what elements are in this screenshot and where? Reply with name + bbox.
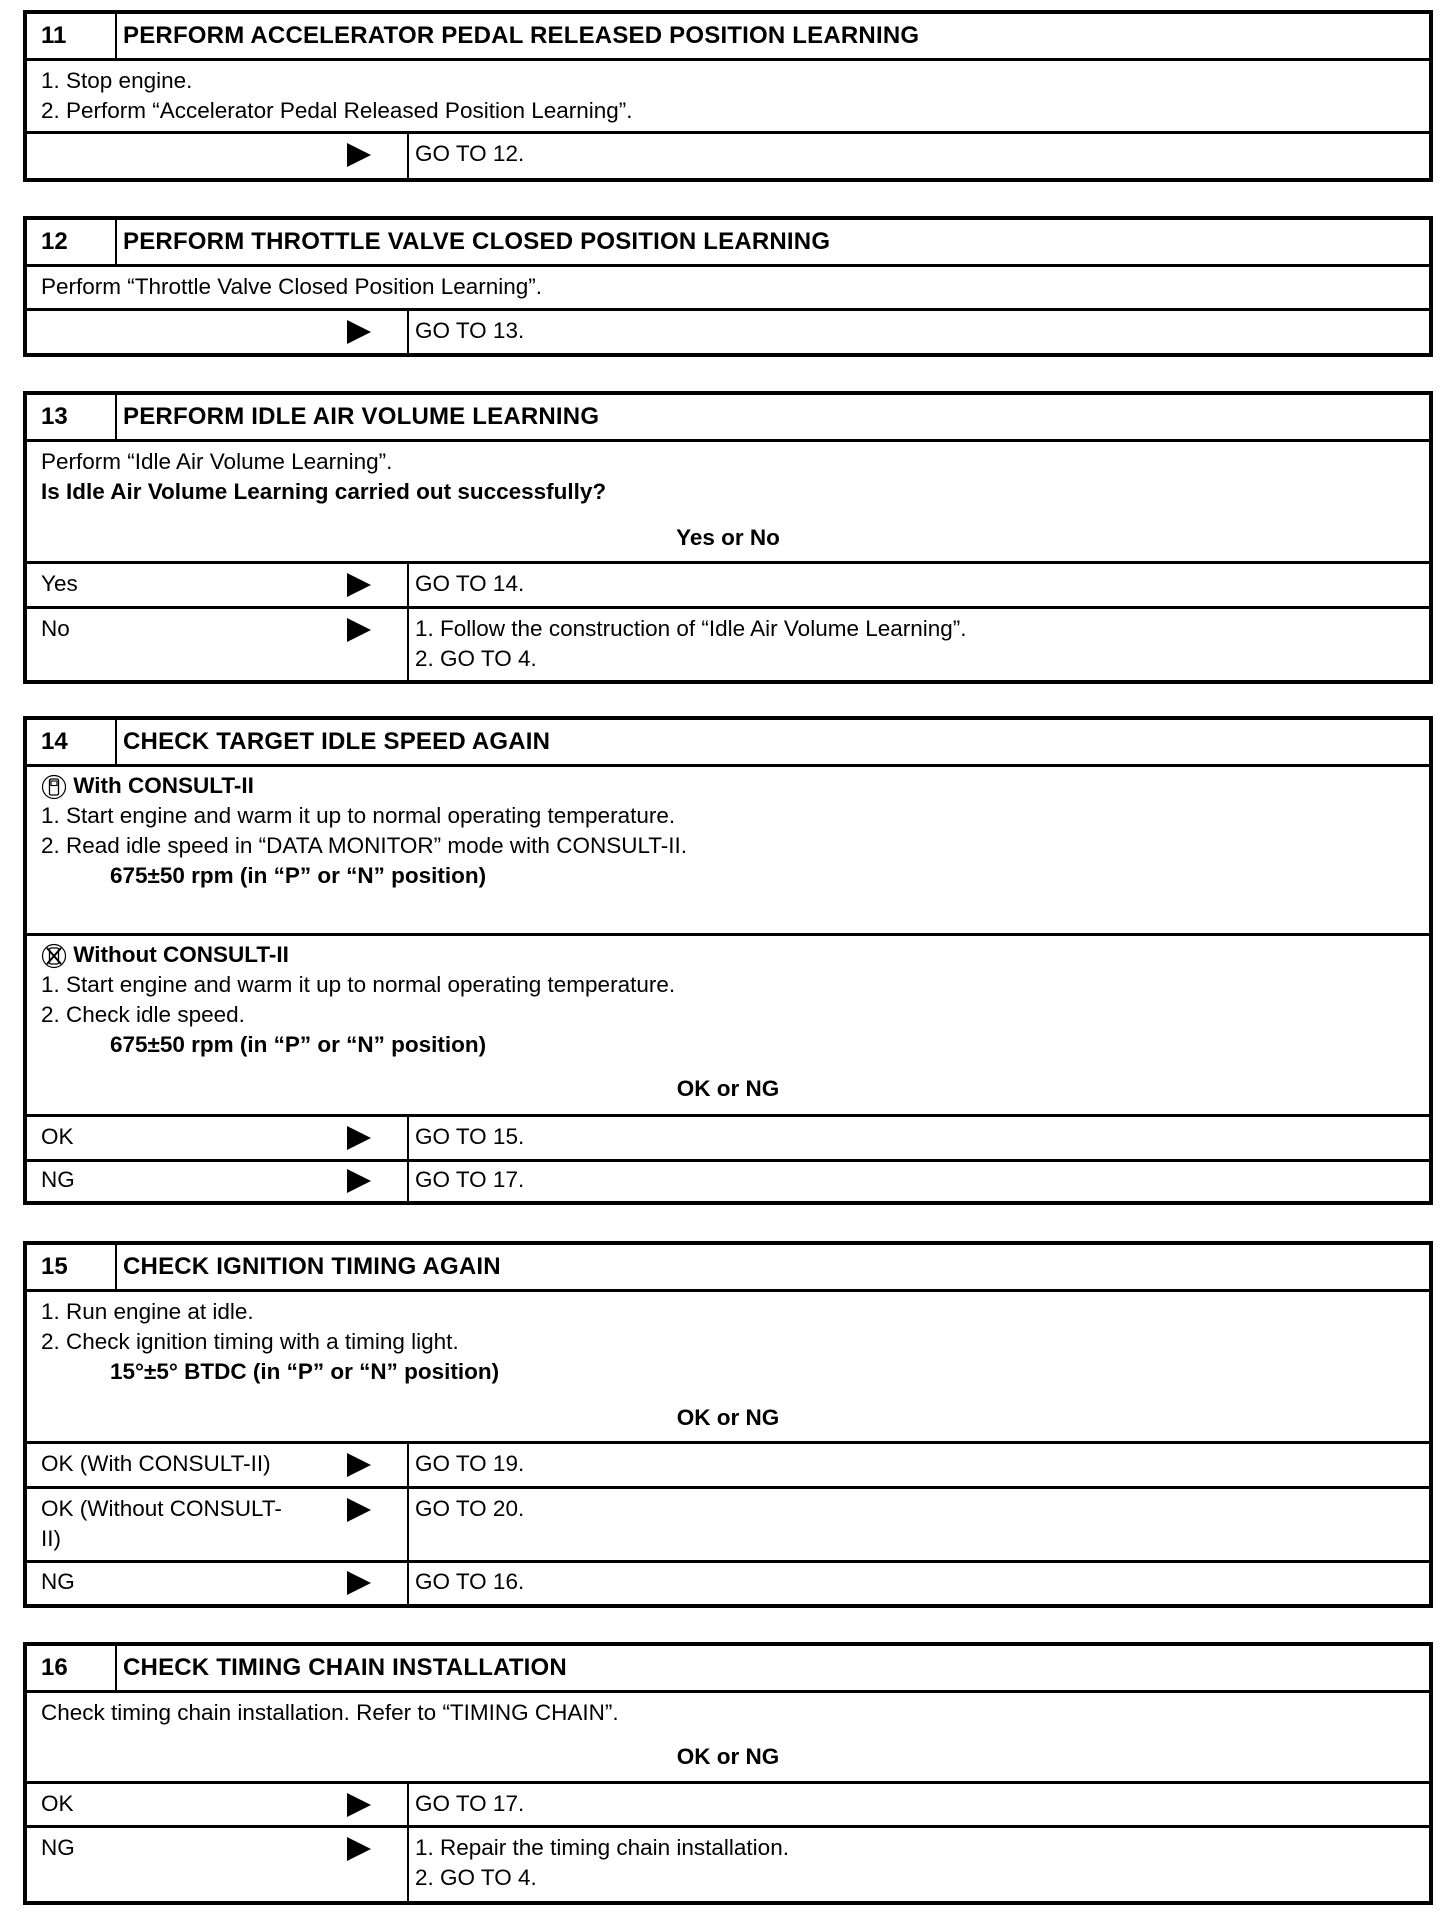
action-line: 1. Repair the timing chain installation. xyxy=(415,1835,789,1860)
step-title: PERFORM ACCELERATOR PEDAL RELEASED POSITION LEARNING xyxy=(123,22,920,49)
step-13-table xyxy=(23,391,1433,684)
condition-label: OK (Without CONSULT-II) xyxy=(41,1496,282,1551)
result-row-ng xyxy=(27,1828,1429,1904)
step-header xyxy=(27,1646,1429,1693)
step-number: 15 xyxy=(27,1245,117,1289)
step-instructions xyxy=(27,1693,1429,1784)
result-condition xyxy=(27,1828,409,1904)
result-action xyxy=(409,564,1429,606)
result-condition xyxy=(27,134,409,178)
instruction-line: Perform “Idle Air Volume Learning”. xyxy=(41,449,393,474)
condition-label: OK xyxy=(41,1791,74,1816)
instruction-line: 1. Start engine and warm it up to normal operating temperature. xyxy=(41,972,676,997)
condition-label: No xyxy=(41,616,70,641)
without-consult-label: Without CONSULT-II xyxy=(73,942,289,967)
result-action xyxy=(409,1117,1429,1159)
step-header xyxy=(27,220,1429,267)
result-row-no xyxy=(27,609,1429,684)
instruction-line: 1. Start engine and warm it up to normal operating temperature. xyxy=(41,803,676,828)
arrow-right-icon xyxy=(347,618,371,642)
result-row-ng xyxy=(27,1162,1429,1203)
result-action xyxy=(409,609,1429,684)
with-consult-section xyxy=(27,767,1429,936)
step-title: CHECK TARGET IDLE SPEED AGAIN xyxy=(123,728,551,755)
spec-value: 675±50 rpm (in “P” or “N” position) xyxy=(110,1032,487,1057)
arrow-right-icon xyxy=(347,1126,371,1150)
step-instructions xyxy=(27,442,1429,564)
condition-label: OK xyxy=(41,1124,74,1149)
step-title: PERFORM THROTTLE VALVE CLOSED POSITION LEARNING xyxy=(123,228,831,255)
result-condition xyxy=(27,564,409,606)
instruction-line: 2. Perform “Accelerator Pedal Released Position Learning”. xyxy=(41,98,633,123)
goto-link[interactable]: GO TO 15. xyxy=(415,1124,525,1149)
decision-label: OK or NG xyxy=(676,1405,780,1430)
with-consult-label: With CONSULT-II xyxy=(73,773,254,798)
arrow-right-icon xyxy=(347,1498,371,1522)
step-number: 11 xyxy=(27,14,117,58)
instruction-line: 2. Check idle speed. xyxy=(41,1002,245,1027)
step-instructions xyxy=(27,267,1429,311)
result-row-yes xyxy=(27,564,1429,609)
result-action xyxy=(409,1563,1429,1607)
result-condition xyxy=(27,1563,409,1607)
no-consult-tool-icon xyxy=(41,943,67,969)
result-condition xyxy=(27,1489,409,1560)
instruction-line: 1. Stop engine. xyxy=(41,68,193,93)
goto-link[interactable]: GO TO 13. xyxy=(415,318,525,343)
step-14-table xyxy=(23,716,1433,1205)
result-action xyxy=(409,1828,1429,1904)
step-header xyxy=(27,1245,1429,1292)
result-condition xyxy=(27,1444,409,1486)
consult-tool-icon xyxy=(41,774,67,800)
instruction-line: 1. Run engine at idle. xyxy=(41,1299,254,1324)
result-action xyxy=(409,311,1429,355)
condition-label: NG xyxy=(41,1835,75,1860)
step-15-table xyxy=(23,1241,1433,1608)
goto-link[interactable]: 2. GO TO 4. xyxy=(415,646,537,671)
step-header xyxy=(27,14,1429,61)
result-row xyxy=(27,134,1429,178)
result-action xyxy=(409,1489,1429,1560)
step-number: 12 xyxy=(27,220,117,264)
step-header xyxy=(27,395,1429,442)
decision-label: OK or NG xyxy=(676,1744,780,1769)
arrow-right-icon xyxy=(347,1169,371,1193)
goto-link[interactable]: GO TO 14. xyxy=(415,571,525,596)
step-11-table xyxy=(23,10,1433,182)
goto-link[interactable]: GO TO 19. xyxy=(415,1451,525,1476)
condition-label: Yes xyxy=(41,571,78,596)
instruction-line: 2. Read idle speed in “DATA MONITOR” mode with CONSULT-II. xyxy=(41,833,688,858)
arrow-right-icon xyxy=(347,320,371,344)
action-line: 1. Follow the construction of “Idle Air Volume Learning”. xyxy=(415,616,967,641)
result-row-ok-with-consult xyxy=(27,1444,1429,1489)
result-condition xyxy=(27,1162,409,1203)
instruction-line: Check timing chain installation. Refer to “TIMING CHAIN”. xyxy=(41,1700,619,1725)
result-row-ok xyxy=(27,1784,1429,1828)
result-row-ok xyxy=(27,1117,1429,1162)
step-12-table xyxy=(23,216,1433,357)
without-consult-section xyxy=(27,936,1429,1117)
instruction-line: 2. Check ignition timing with a timing light. xyxy=(41,1329,459,1354)
step-number: 16 xyxy=(27,1646,117,1690)
condition-label: OK (With CONSULT-II) xyxy=(41,1451,271,1476)
goto-link[interactable]: GO TO 12. xyxy=(415,141,525,166)
goto-link[interactable]: GO TO 17. xyxy=(415,1791,525,1816)
arrow-right-icon xyxy=(347,1453,371,1477)
result-condition xyxy=(27,1117,409,1159)
step-number: 13 xyxy=(27,395,117,439)
result-row xyxy=(27,311,1429,355)
result-action xyxy=(409,134,1429,178)
arrow-right-icon xyxy=(347,1793,371,1817)
result-row-ng xyxy=(27,1563,1429,1607)
goto-link[interactable]: GO TO 20. xyxy=(415,1496,525,1521)
step-number: 14 xyxy=(27,720,117,764)
result-action xyxy=(409,1784,1429,1825)
result-action xyxy=(409,1162,1429,1203)
step-16-table xyxy=(23,1642,1433,1905)
question-text: Is Idle Air Volume Learning carried out successfully? xyxy=(41,479,607,504)
arrow-right-icon xyxy=(347,143,371,167)
with-consult-heading xyxy=(41,771,1415,801)
arrow-right-icon xyxy=(347,1837,371,1861)
step-title: CHECK IGNITION TIMING AGAIN xyxy=(123,1253,501,1280)
result-condition xyxy=(27,1784,409,1825)
step-instructions xyxy=(27,61,1429,134)
step-header xyxy=(27,720,1429,767)
result-condition xyxy=(27,609,409,684)
goto-link[interactable]: GO TO 17. xyxy=(415,1167,525,1192)
step-title: CHECK TIMING CHAIN INSTALLATION xyxy=(123,1654,567,1681)
goto-link[interactable]: GO TO 16. xyxy=(415,1569,525,1594)
result-row-ok-without-consult xyxy=(27,1489,1429,1563)
decision-label: OK or NG xyxy=(676,1076,780,1101)
arrow-right-icon xyxy=(347,1571,371,1595)
result-condition xyxy=(27,311,409,355)
goto-link[interactable]: 2. GO TO 4. xyxy=(415,1865,537,1890)
without-consult-heading xyxy=(41,940,1415,970)
instruction-line: Perform “Throttle Valve Closed Position Learning”. xyxy=(41,274,543,299)
result-action xyxy=(409,1444,1429,1486)
condition-label: NG xyxy=(41,1569,75,1594)
spec-value: 15°±5° BTDC (in “P” or “N” position) xyxy=(110,1359,500,1384)
spec-value: 675±50 rpm (in “P” or “N” position) xyxy=(110,863,487,888)
arrow-right-icon xyxy=(347,573,371,597)
step-instructions xyxy=(27,1292,1429,1444)
condition-label: NG xyxy=(41,1167,75,1192)
decision-label: Yes or No xyxy=(676,525,780,550)
step-title: PERFORM IDLE AIR VOLUME LEARNING xyxy=(123,403,600,430)
